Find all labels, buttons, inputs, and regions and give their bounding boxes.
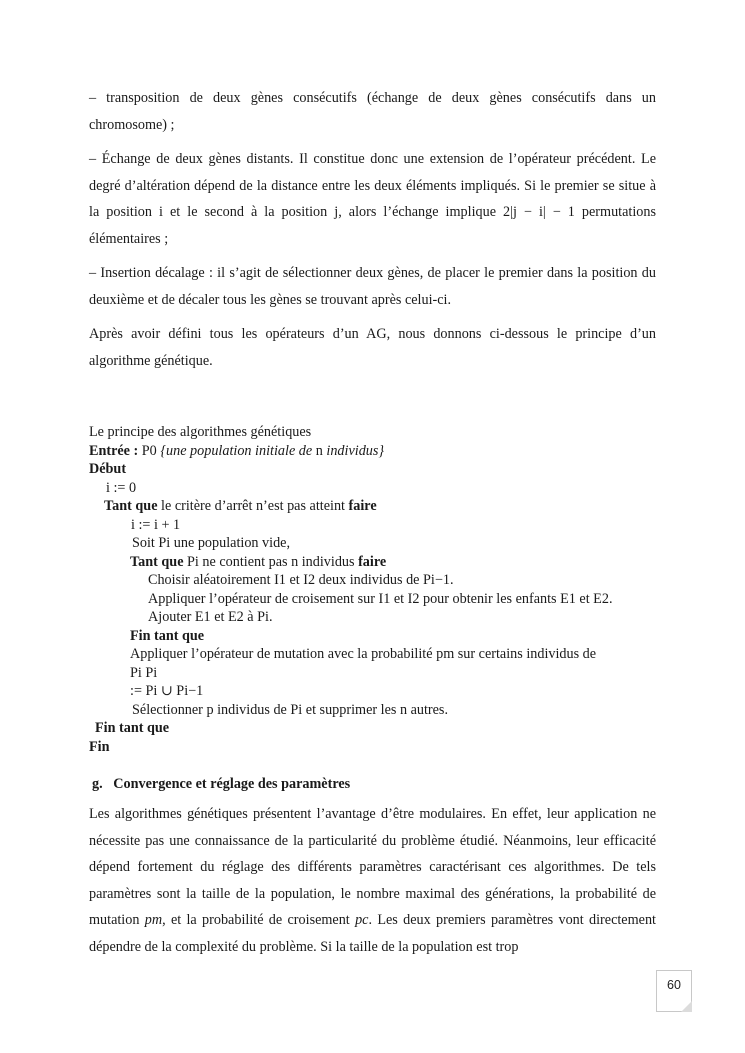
entree-label: Entrée : — [89, 442, 139, 459]
algorithm-increment: i := i + 1 — [131, 516, 181, 533]
paragraph-echange: – Échange de deux gènes distants. Il constitue donc une extension de l’opérateur précédent. Le degré d’altération dépend de la distance entre les deux éléments impliqués. Si le premier se situe à la position i et le second à la position j, alors l’échange implique 2|j − i| − 1 permutations élémentaires ; — [89, 151, 656, 247]
keyword-faire: faire — [348, 498, 377, 514]
paragraph-insertion: – Insertion décalage : il s’agit de sélectionner deux gènes, de placer le premier dans la position du deuxième et de décaler tous les gènes se trouvant après celui-ci. — [89, 265, 656, 308]
algorithm-title: Le principe des algorithmes génétiques — [89, 424, 312, 440]
page-number-box — [656, 970, 692, 1012]
algorithm-soit: Soit Pi une population vide, — [132, 535, 291, 551]
algorithm-init: i := 0 — [106, 479, 137, 496]
algorithm-selectionner: Sélectionner p individus de Pi et supprimer les n autres. — [132, 701, 449, 718]
keyword-tant-que: Tant que — [104, 498, 158, 514]
paragraph-convergence — [89, 801, 656, 960]
keyword-faire: faire — [358, 553, 387, 570]
algorithm-union: := Pi ∪ Pi−1 — [130, 683, 204, 699]
algorithm-debut: Début — [89, 461, 127, 477]
section-heading: g. Convergence et réglage des paramètres — [92, 776, 351, 792]
entree-desc-2: individus} — [326, 442, 385, 459]
page-number: 60 — [667, 978, 681, 992]
entree-p0: P0 — [138, 442, 161, 459]
term-pm: pm — [144, 912, 163, 928]
convergence-text-3: . Les deux premiers paramètres vont directement dépendre de la complexité du problème. Si la taille de la population est trop — [89, 912, 656, 955]
algorithm-fin-tant-que-outer: Fin tant que — [95, 720, 170, 736]
paragraph-transposition: – transposition de deux gènes consécutifs (échange de deux gènes consécutifs dans un chromosome) ; — [89, 90, 656, 133]
algorithm-entree — [89, 442, 384, 460]
inner-loop-condition: Pi ne contient pas n individus — [183, 553, 359, 570]
algorithm-pi-pi: Pi Pi — [130, 664, 158, 681]
algorithm-outer-loop — [104, 497, 377, 515]
convergence-text-2: , et la probabilité de croisement — [162, 912, 356, 928]
algorithm-ajouter: Ajouter E1 et E2 à Pi. — [148, 609, 273, 625]
algorithm-mutation: Appliquer l’opérateur de mutation avec la probabilité pm sur certains individus de — [130, 646, 597, 662]
convergence-text-1: Les algorithmes génétiques présentent l’avantage d’être modulaires. En effet, leur application ne nécessite pas une connaissance de la particularité du problème étudié. Néanmoins, leur efficacité dépend fortement du réglage des différents paramètres caractérisant ces algorithmes. De tels paramètres sont la taille de la population, le nombre maximal des générations, la probabilité de mutation — [89, 806, 656, 928]
page-curl-decoration — [681, 1001, 692, 1012]
outer-loop-condition: le critère d’arrêt n’est pas atteint — [157, 498, 349, 514]
algorithm-inner-loop — [130, 553, 386, 571]
algorithm-choisir: Choisir aléatoirement I1 et I2 deux individus de Pi−1. — [148, 572, 454, 588]
term-pc: pc — [355, 912, 369, 928]
algorithm-fin: Fin — [89, 738, 110, 755]
algorithm-fin-tant-que-inner: Fin tant que — [130, 627, 205, 644]
entree-desc-1: {une population initiale de — [160, 442, 313, 459]
algorithm-croisement: Appliquer l’opérateur de croisement sur I1 et I2 pour obtenir les enfants E1 et E2. — [148, 590, 613, 607]
keyword-tant-que: Tant que — [130, 553, 184, 570]
entree-n: n — [312, 442, 327, 459]
paragraph-intro-algorithme: Après avoir défini tous les opérateurs d’un AG, nous donnons ci-dessous le principe d’un algorithme génétique. — [89, 326, 656, 369]
